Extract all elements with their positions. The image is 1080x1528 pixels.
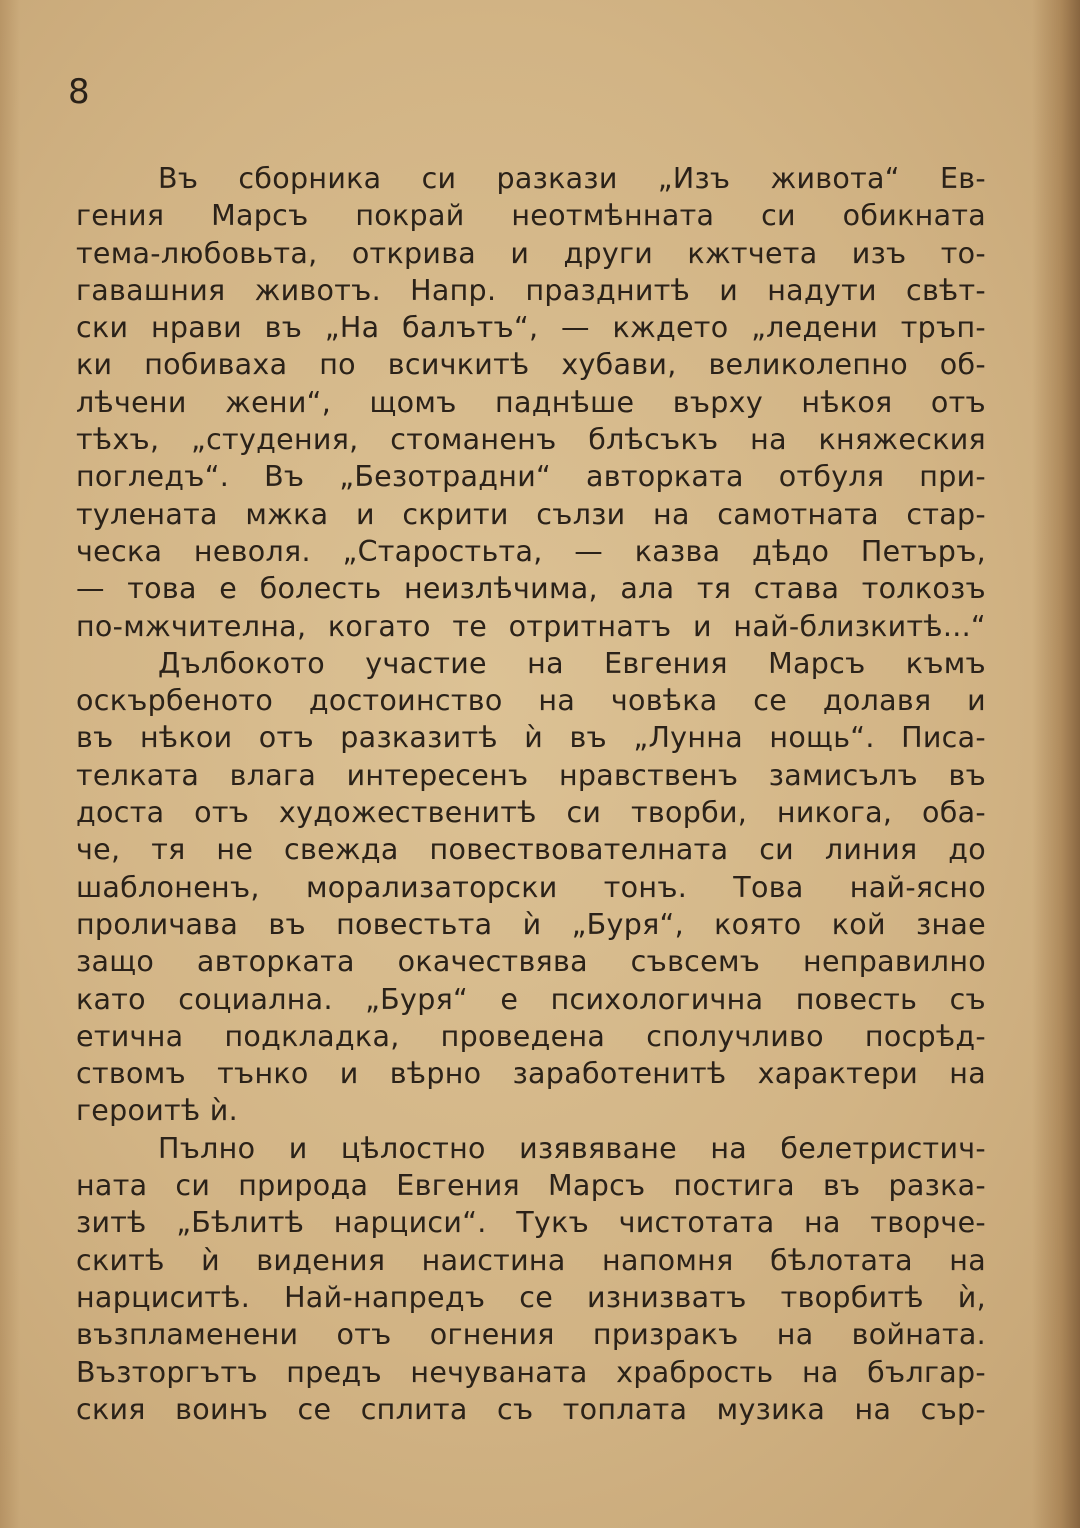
text-line: проличава въ повестьта ѝ „Буря“, която кой знае <box>76 907 986 941</box>
text-line: че, тя не свежда повествователната си линия до <box>76 833 986 867</box>
page-gutter-shadow <box>1032 0 1080 1528</box>
text-line: гения Марсъ покрай неотмѣнната си обикната <box>76 199 986 233</box>
text-line: възпламенени отъ огнения призракъ на войната. <box>76 1318 986 1352</box>
text-line: ски нрави въ „На балътъ“, — кждето „ледени тръп- <box>76 311 986 345</box>
text-line: тема-любовьта, открива и други кжтчета изъ то- <box>76 236 986 270</box>
text-line: телката влага интересенъ нравственъ замисълъ въ <box>76 758 986 792</box>
text-line: скитѣ ѝ видения наистина напомня бѣлотата на <box>76 1243 986 1277</box>
text-line: въ нѣкои отъ разказитѣ ѝ въ „Лунна нощь“. Писа- <box>76 721 986 755</box>
text-line: по-мжчителна, когато те отритнатъ и най-близкитѣ...“ <box>76 609 986 643</box>
text-line: гавашния животъ. Напр. празднитѣ и надути свѣт- <box>76 273 986 307</box>
text-line: погледъ“. Въ „Безотрадни“ авторката отбуля при- <box>76 460 986 494</box>
text-line: тѣхъ, „студения, стоманенъ блѣсъкъ на княжеския <box>76 423 986 457</box>
text-line: зитѣ „Бѣлитѣ нарциси“. Тукъ чистотата на творче- <box>76 1206 986 1240</box>
text-line: Дълбокото участие на Евгения Марсъ къмъ <box>158 646 986 680</box>
text-line: лѣчени жени“, щомъ паднѣше върху нѣкоя отъ <box>76 385 986 419</box>
text-line: Пълно и цѣлостно изявяване на белетристич- <box>158 1131 986 1165</box>
text-line: — това е болесть неизлѣчима, ала тя става толкозъ <box>76 572 986 606</box>
text-line: шаблоненъ, морализаторски тонъ. Това най-ясно <box>76 870 986 904</box>
text-line: ския воинъ се сплита съ топлата музика на сър- <box>76 1392 986 1426</box>
text-line: като социална. „Буря“ е психологична повесть съ <box>76 982 986 1016</box>
text-line: оскърбеното достоинство на човѣка се долавя и <box>76 684 986 718</box>
page-number: 8 <box>68 72 90 112</box>
text-line: тулената мжка и скрити сълзи на самотната стар- <box>76 497 986 531</box>
text-line: ната си природа Евгения Марсъ постига въ разка- <box>76 1169 986 1203</box>
text-line: ствомъ тънко и вѣрно заработенитѣ характери на <box>76 1057 986 1091</box>
text-line: ческа неволя. „Старостьта, — казва дѣдо Петъръ, <box>76 534 986 568</box>
page-left-shadow <box>0 0 20 1528</box>
text-line: защо авторката окачествява съвсемъ неправилно <box>76 945 986 979</box>
text-line: Въ сборника си разкази „Изъ живота“ Ев- <box>158 162 986 195</box>
text-line: доста отъ художественитѣ си творби, никога, оба- <box>76 796 986 830</box>
text-line: нарциситѣ. Най-напредъ се изнизватъ творбитѣ ѝ, <box>76 1280 986 1314</box>
text-line: героитѣ ѝ. <box>76 1094 238 1128</box>
body-text <box>76 160 986 1428</box>
text-line: ки побиваха по всичкитѣ хубави, великолепно об- <box>76 348 986 382</box>
text-line: Възторгътъ предъ нечуваната храбрость на българ- <box>76 1355 986 1389</box>
text-line: етична подкладка, проведена сполучливо посрѣд- <box>76 1019 986 1053</box>
